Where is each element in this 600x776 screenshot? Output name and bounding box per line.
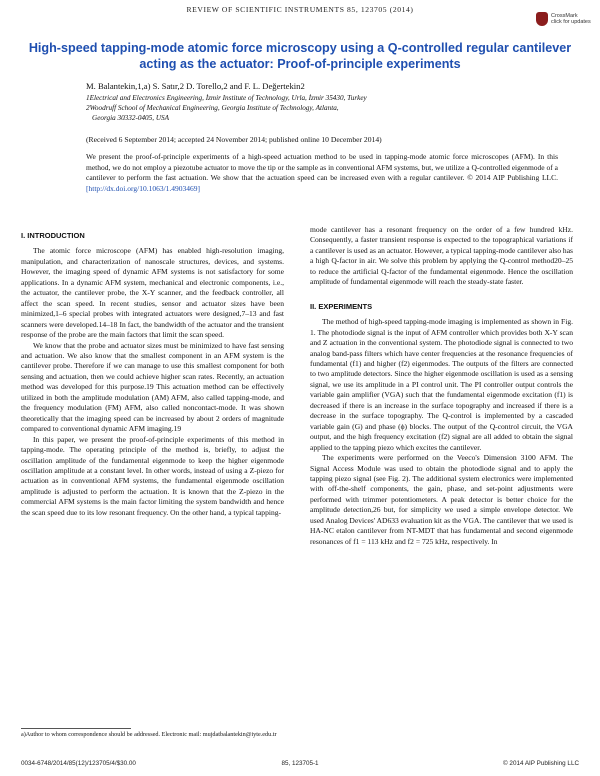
footnote: a)Author to whom correspondence should be addressed. Electronic mail: mujdatbalantekin@iyte.edu.tr bbox=[21, 731, 277, 738]
paragraph: The experiments were performed on the Veeco's Dimension 3100 AFM. The Signal Access Module was used to obtain the photodiode signal and to apply the tapping piezo signal (see Fig. 2). The additional system electronics were implemented with off-the-shelf components, the gain, phase, and set-point adjustments were performed with trimmer potentiometers. A peak detector is better choice for the amplitude detection,26 but, for simplicity we used a simple envelope detector. We used Analog Devices' AD633 evaluation kit as the VGA. The cantilever that we used is HA-NC etalon cantilever from NT-MDT that has fundamental and second eigenmode resonances of f1 = 113 kHz and f2 = 725 kHz, respectively. In bbox=[310, 453, 573, 546]
crossmark-text: CrossMark click for updates bbox=[551, 13, 591, 25]
footnote-divider bbox=[21, 728, 131, 729]
section-heading-introduction: I. INTRODUCTION bbox=[21, 231, 85, 240]
crossmark-icon bbox=[536, 12, 548, 26]
received-dates: (Received 6 September 2014; accepted 24 November 2014; published online 10 December 2014) bbox=[86, 135, 382, 144]
abstract bbox=[86, 152, 558, 194]
footer-issn: 0034-6748/2014/85(12)/123705/4/$30.00 bbox=[21, 760, 136, 767]
footer-copyright: © 2014 AIP Publishing LLC bbox=[503, 760, 579, 767]
paragraph: We know that the probe and actuator sizes must be minimized to have fast sensing and actuation. We also know that the smallest component in an AFM system is the cantilever probe. Therefore if we can manage to use this smallest component for both sensing and actuation, then we could achieve higher scan rates. Recently, an actuation method was developed for this purpose.19 This actuation method can be effectively utilized in both the amplitude modulation (AM) AFM, also called tapping-mode, and the frequency modulation (FM) AFM, also called noncontact-mode. It was shown theoretically that the imaging speed can be increased by about 2 orders of magnitude compared to conventional dynamic AFM imaging.19 bbox=[21, 340, 284, 434]
affiliation-2-cont: Georgia 30332-0405, USA bbox=[92, 113, 169, 122]
paragraph: The atomic force microscope (AFM) has enabled high-resolution imaging, manipulation, and characterization of nanoscale structures, devices, and systems. However, the imaging speed of dynamic AFM systems is not satisfactory for some applications. In a dynamic AFM system, mechanical and electronic components, i.e., the actuator, the cantilever probe, the X-Y scanner, and the feedback controller, all affect the scan speed. In recent studies, sensor and actuator sizes have been minimized,1–6 special probes with integrated actuators were designed,7–13 and fast scanners were developed.14–18 In fact, the bandwidth of the actuator and the transient response of the probe are the main factors that limit the scan speed. bbox=[21, 246, 284, 340]
affiliations bbox=[86, 94, 556, 123]
paragraph: The method of high-speed tapping-mode imaging is implemented as shown in Fig. 1. The photodiode signal is the input of AFM controller which provides both X-Y scan and Z actuation in the conventional system. The photodiode signal is connected to two analog band-pass filters which have center frequencies at the resonance frequencies of fundamental (f1) and higher (f2) eigenmodes. The outputs of the filters are connected to two amplitude detectors. Since the higher eigenmode oscillation is used as a sensing signal, we use its amplitude in a PI control unit. The PI controller output controls the variable gain amplifier (VGA) such that the fundamental eigenmode excitation (f1) is decreased if there is an increase in the surface topography and increased if there is a decrease in the surface topography. The Q-control is implemented by a cascaded variable gain (G) and phase (ϕ) blocks. The output of the Q-control circuit, the VGA output, and the high frequency excitation (f2) signal are all added to obtain the signal applied to the tapping piezo which excites the cantilever. bbox=[310, 317, 573, 452]
right-column bbox=[310, 225, 573, 547]
doi-link[interactable]: [http://dx.doi.org/10.1063/1.4903469] bbox=[86, 183, 201, 193]
left-column bbox=[21, 225, 284, 518]
affiliation-2: 2Woodruff School of Mechanical Engineering, Georgia Institute of Technology, Atlanta, bbox=[86, 103, 339, 112]
affiliation-1: 1Electrical and Electronics Engineering, İzmir Institute of Technology, Urla, İzmir 35430, Turkey bbox=[86, 94, 367, 102]
paper-title: High-speed tapping-mode atomic force microscopy using a Q-controlled regular cantilever acting as the actuator: Proof-of-principle experiments bbox=[28, 41, 572, 71]
paragraph: mode cantilever has a resonant frequency on the order of a few hundred kHz. Consequently, a faster transient response is expected to the topographical variations if a cantilever is used as an actuator. However, a typical tapping-mode cantilever also has a high Q-factor in air. We solve this problem by applying the Q-control method20–25 to reduce the artificial Q-factor of the fundamental eigenmode. Hence the oscillation amplitude of fundamental eigenmode will reach the steady-state faster. bbox=[310, 225, 573, 287]
section-heading-experiments: II. EXPERIMENTS bbox=[310, 301, 373, 311]
paragraph: In this paper, we present the proof-of-principle experiments of this method in tapping-mode. The operating principle of the method is, briefly, to adjust the oscillation amplitude of the fundamental eigenmode to keep the higher eigenmode oscillation amplitude at a constant level. In other words, instead of using a Z-piezo for actuation as in conventional AFM systems, the fundamental eigenmode oscillation amplitude is adjusted to perform the actuation. It is known that the Z-piezo in the commercial AFM systems is the main factor limiting the system bandwidth and hence the scan speed due to its low resonant frequency. On the other hand, a typical tapping- bbox=[21, 434, 284, 517]
footer-page-number: 85, 123705-1 bbox=[281, 760, 319, 767]
authors: M. Balantekin,1,a) S. Satır,2 D. Torello,2 and F. L. Değertekin2 bbox=[86, 81, 305, 91]
abstract-text: We present the proof-of-principle experiments of a high-speed actuation method to be used in tapping-mode atomic force microscopes (AFM). In this method, we do not employ a piezotube actuator to move the tip or the sample as in conventional AFM systems, but, we utilize a Q-controlled eigenmode of a cantilever to perform the fast actuation. We show that the actuation speed can be increased even with a regular cantilever. © 2014 AIP Publishing LLC. bbox=[86, 152, 558, 183]
crossmark-logo[interactable] bbox=[536, 6, 592, 32]
journal-header: REVIEW OF SCIENTIFIC INSTRUMENTS 85, 123705 (2014) bbox=[186, 5, 414, 14]
